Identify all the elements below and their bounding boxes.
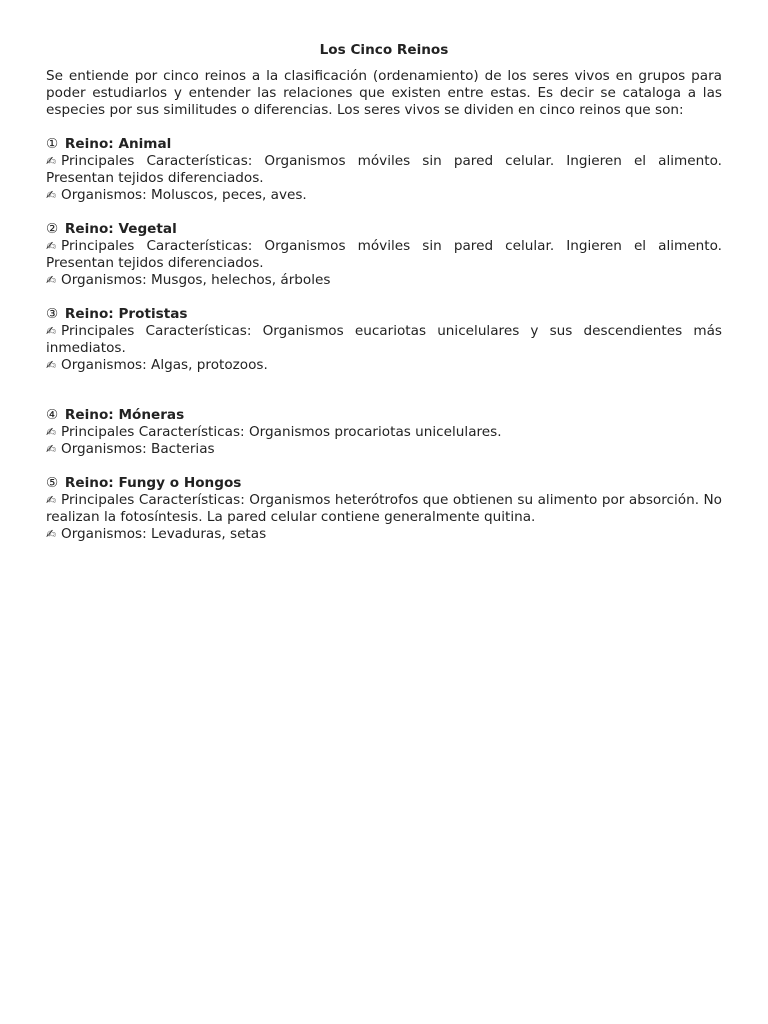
organisms-line <box>46 441 722 458</box>
characteristics-text: Principales Características: Organismos eucariotas unicelulares y sus descendientes más inmediatos. <box>46 323 722 356</box>
characteristics-text: Principales Características: Organismos móviles sin pared celular. Ingieren el alimento. Presentan tejidos diferenciados. <box>46 238 722 271</box>
writing-hand-icon: ✍ <box>46 527 57 541</box>
circled-number-five: ⑤ <box>46 475 59 491</box>
characteristics-line <box>46 424 722 441</box>
circled-number-four: ④ <box>46 407 59 423</box>
document-title: Los Cinco Reinos <box>319 42 449 58</box>
writing-hand-icon: ✍ <box>46 442 57 456</box>
writing-hand-icon: ✍ <box>46 358 57 372</box>
circled-number-two: ② <box>46 221 59 237</box>
organisms-line <box>46 526 722 543</box>
writing-hand-icon: ✍ <box>46 324 57 338</box>
characteristics-text: Principales Características: Organismos móviles sin pared celular. Ingieren el alimento. Presentan tejidos diferenciados. <box>46 153 722 186</box>
kingdom-name: Reino: Móneras <box>64 407 185 423</box>
kingdom-heading <box>46 136 722 153</box>
organisms-text: Organismos: Bacterias <box>61 441 215 457</box>
characteristics-line <box>46 238 722 272</box>
kingdom-protistas <box>46 306 722 374</box>
kingdom-name: Reino: Fungy o Hongos <box>64 475 242 491</box>
characteristics-line <box>46 153 722 187</box>
kingdom-animal <box>46 136 722 204</box>
kingdom-heading <box>46 306 722 323</box>
circled-number-one: ① <box>46 136 59 152</box>
organisms-text: Organismos: Levaduras, setas <box>61 526 267 542</box>
characteristics-text: Principales Características: Organismos heterótrofos que obtienen su alimento por absorción. No realizan la fotosíntesis. La pared celular contiene generalmente quitina. <box>46 492 722 525</box>
organisms-text: Organismos: Musgos, helechos, árboles <box>61 272 331 288</box>
intro-paragraph: Se entiende por cinco reinos a la clasificación (ordenamiento) de los seres vivos en grupos para poder estudiarlos y entender las relaciones que existen entre estas. Es decir se cataloga a las especies por sus similitudes o diferencias. Los seres vivos se dividen en cinco reinos que son: <box>46 68 722 118</box>
document-page <box>46 42 722 560</box>
kingdom-name: Reino: Vegetal <box>64 221 177 237</box>
kingdom-heading <box>46 221 722 238</box>
kingdom-vegetal <box>46 221 722 289</box>
circled-number-three: ③ <box>46 306 59 322</box>
kingdom-name: Reino: Protistas <box>64 306 188 322</box>
organisms-line <box>46 357 722 374</box>
organisms-text: Organismos: Algas, protozoos. <box>61 357 268 373</box>
kingdom-heading <box>46 407 722 424</box>
characteristics-line <box>46 492 722 526</box>
organisms-text: Organismos: Moluscos, peces, aves. <box>61 187 307 203</box>
kingdom-heading <box>46 475 722 492</box>
kingdom-fungy <box>46 475 722 543</box>
writing-hand-icon: ✍ <box>46 154 57 168</box>
writing-hand-icon: ✍ <box>46 273 57 287</box>
writing-hand-icon: ✍ <box>46 425 57 439</box>
characteristics-text: Principales Características: Organismos procariotas unicelulares. <box>61 424 502 440</box>
organisms-line <box>46 272 722 289</box>
writing-hand-icon: ✍ <box>46 188 57 202</box>
writing-hand-icon: ✍ <box>46 239 57 253</box>
kingdom-name: Reino: Animal <box>64 136 172 152</box>
characteristics-line <box>46 323 722 357</box>
organisms-line <box>46 187 722 204</box>
kingdom-moneras <box>46 407 722 458</box>
writing-hand-icon: ✍ <box>46 493 57 507</box>
